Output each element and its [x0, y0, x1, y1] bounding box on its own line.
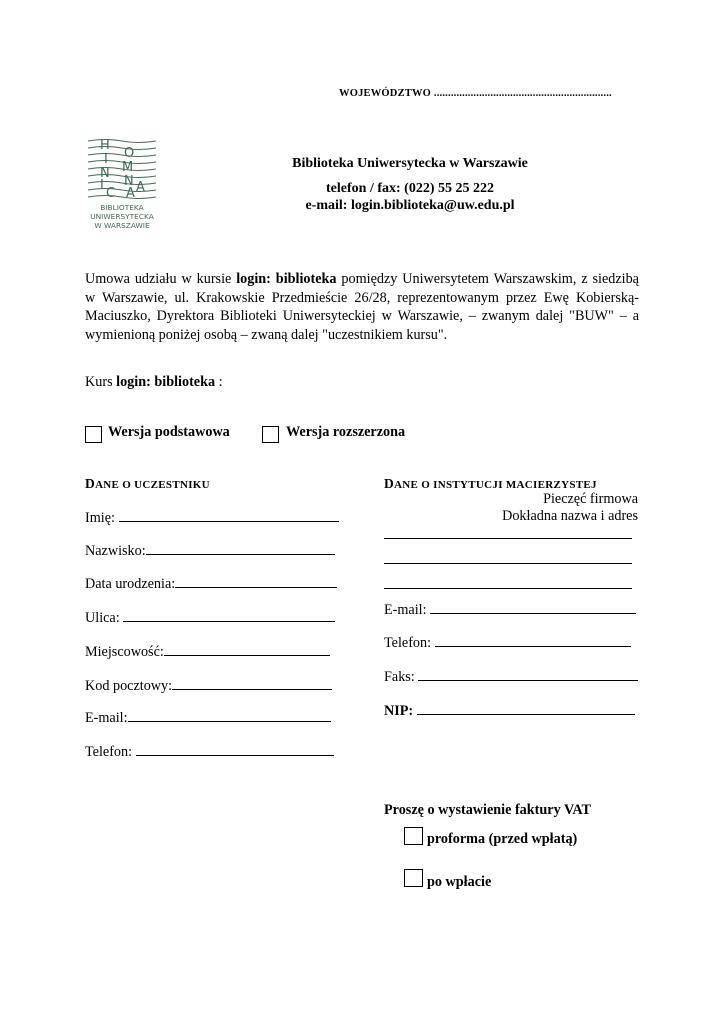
logo-letter: M: [122, 160, 134, 175]
logo-letter: N: [124, 174, 134, 189]
institution-email-field[interactable]: E-mail:: [384, 601, 636, 619]
logo-text-line: UNIWERSYTECKA: [90, 212, 154, 221]
logo-letter: I: [104, 152, 108, 167]
institution-email: e-mail: login.biblioteka@uw.edu.pl: [305, 198, 515, 213]
first-name-field[interactable]: Imię:: [85, 509, 339, 527]
street-field[interactable]: Ulica:: [85, 609, 335, 627]
name-address-line-1[interactable]: [384, 538, 632, 539]
name-address-label: Dokładna nazwa i adres: [502, 508, 638, 524]
extended-version-checkbox[interactable]: [262, 426, 279, 443]
institution-phone: telefon / fax: (022) 55 25 222: [326, 181, 494, 196]
basic-version-label: Wersja podstawowa: [108, 424, 230, 440]
institution-name: Biblioteka Uniwersytecka w Warszawie: [292, 156, 528, 171]
company-stamp-label: Pieczęć firmowa: [543, 491, 638, 507]
participant-phone-field[interactable]: Telefon:: [85, 743, 334, 761]
last-name-field[interactable]: Nazwisko:: [85, 542, 335, 560]
basic-version-checkbox[interactable]: [85, 426, 102, 443]
logo-text-line: W WARSZAWIE: [94, 221, 150, 230]
agreement-course-name: login: biblioteka: [236, 271, 337, 287]
library-logo: [84, 135, 160, 239]
name-address-line-3[interactable]: [384, 588, 632, 589]
after-payment-checkbox[interactable]: [404, 869, 423, 887]
course-line: Kurs login: biblioteka :: [85, 374, 223, 390]
proforma-checkbox[interactable]: [404, 827, 423, 845]
proforma-label: proforma (przed wpłatą): [427, 831, 578, 847]
name-address-line-2[interactable]: [384, 563, 632, 564]
logo-letter: N: [100, 166, 110, 181]
after-payment-label: po wpłacie: [427, 874, 492, 890]
extended-version-label: Wersja rozszerzona: [286, 424, 406, 440]
logo-letter: A: [126, 186, 135, 201]
logo-letter: O: [124, 146, 135, 161]
postal-code-field[interactable]: Kod pocztowy:: [85, 677, 332, 695]
logo-letter: C: [106, 186, 116, 201]
invoice-title: Proszę o wystawienie faktury VAT: [384, 802, 592, 818]
agreement-text: Umowa udziału w kursie login: biblioteka pomiędzy Uniwersytetem Warszawskim, z siedzibą w Warszawie, ul. Krakowskie Przedmieście 26/28, reprezentowanym przez Ewę Kobierską-Maciuszko, Dyrektora Biblioteki Uniwersyteckiej w Warszawie, – zwanym dalej "BUW" – a wymienioną poniżej osobą – zwaną dalej "uczestnikiem kursu".: [85, 271, 639, 343]
city-field[interactable]: Miejscowość:: [85, 643, 330, 661]
institution-section-title: DANE O INSTYTUCJI MACIERZYSTEJ: [384, 476, 597, 491]
participant-email-field[interactable]: E-mail:: [85, 709, 331, 727]
institution-phone-field[interactable]: Telefon:: [384, 634, 631, 652]
logo-letter: H: [100, 138, 110, 153]
birth-date-field[interactable]: Data urodzenia:: [85, 575, 337, 593]
logo-letter: A: [136, 180, 145, 195]
participant-section-title: DANE O UCZESTNIKU: [85, 476, 210, 491]
nip-field[interactable]: NIP:: [384, 702, 635, 720]
region-field: WOJEWÓDZTWO ...............................................................: [339, 88, 612, 99]
institution-fax-field[interactable]: Faks:: [384, 668, 638, 686]
logo-text-line: BIBLIOTEKA: [100, 203, 144, 212]
logo-letter: I: [100, 178, 104, 193]
